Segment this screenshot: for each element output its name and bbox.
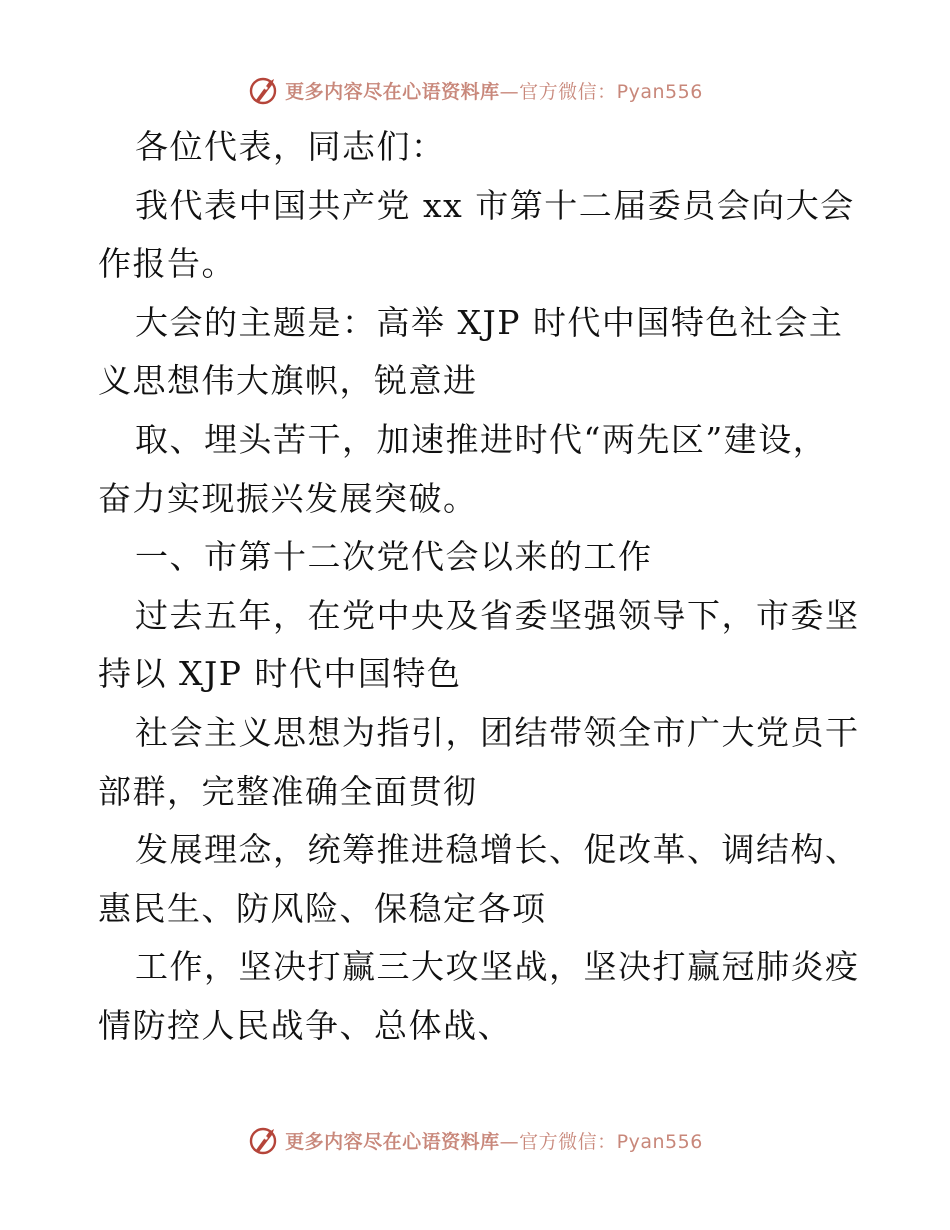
- footer-banner-text: [285, 1127, 703, 1154]
- paragraph-line: 工作，坚决打赢三大攻坚战，坚决打赢冠肺炎疫: [135, 947, 860, 987]
- paragraph-line: 作报告。: [98, 244, 236, 284]
- paragraph-line: 持以 XJP 时代中国特色: [98, 654, 462, 694]
- document-body: [98, 118, 858, 1056]
- paragraph-line: 过去五年，在党中央及省委坚强领导下，市委坚: [135, 595, 860, 635]
- footer-banner-title: 更多内容尽在心语资料库: [285, 1130, 500, 1153]
- pen-nib-logo-icon: [247, 74, 279, 106]
- paragraph-line: 奋力实现振兴发展突破。: [98, 478, 478, 518]
- paragraph-line: 情防控人民战争、总体战、: [98, 1005, 512, 1045]
- footer-banner-contact: 官方微信：Pyan556: [519, 1130, 703, 1153]
- paragraph-line: 大会的主题是：高举 XJP 时代中国特色社会主: [135, 302, 844, 342]
- header-banner-separator: —: [499, 80, 520, 103]
- paragraph-line: 义思想伟大旗帜，锐意进: [98, 361, 478, 401]
- paragraph-line: 社会主义思想为指引，团结带领全市广大党员干: [135, 712, 860, 752]
- paragraph-line: 发展理念，统筹推进稳增长、促改革、调结构、: [135, 830, 860, 870]
- header-banner-contact: 官方微信：Pyan556: [519, 80, 703, 103]
- header-banner-title: 更多内容尽在心语资料库: [285, 80, 500, 103]
- paragraph-line: 各位代表，同志们：: [135, 127, 446, 166]
- footer-banner-separator: —: [499, 1130, 520, 1153]
- paragraph-line: 部群，完整准确全面贯彻: [98, 771, 478, 811]
- paragraph-line: 一、市第十二次党代会以来的工作: [135, 537, 653, 577]
- header-banner: [0, 70, 950, 110]
- paragraph-line: 取、埋头苦干，加速推进时代“两先区”建设，: [135, 419, 828, 459]
- paragraph-line: 惠民生、防风险、保稳定各项: [98, 888, 547, 928]
- pen-nib-logo-icon: [247, 1124, 279, 1156]
- paragraph-line: 我代表中国共产党 xx 市第十二届委员会向大会: [135, 185, 855, 225]
- header-banner-text: [285, 77, 703, 104]
- footer-banner: [0, 1120, 950, 1160]
